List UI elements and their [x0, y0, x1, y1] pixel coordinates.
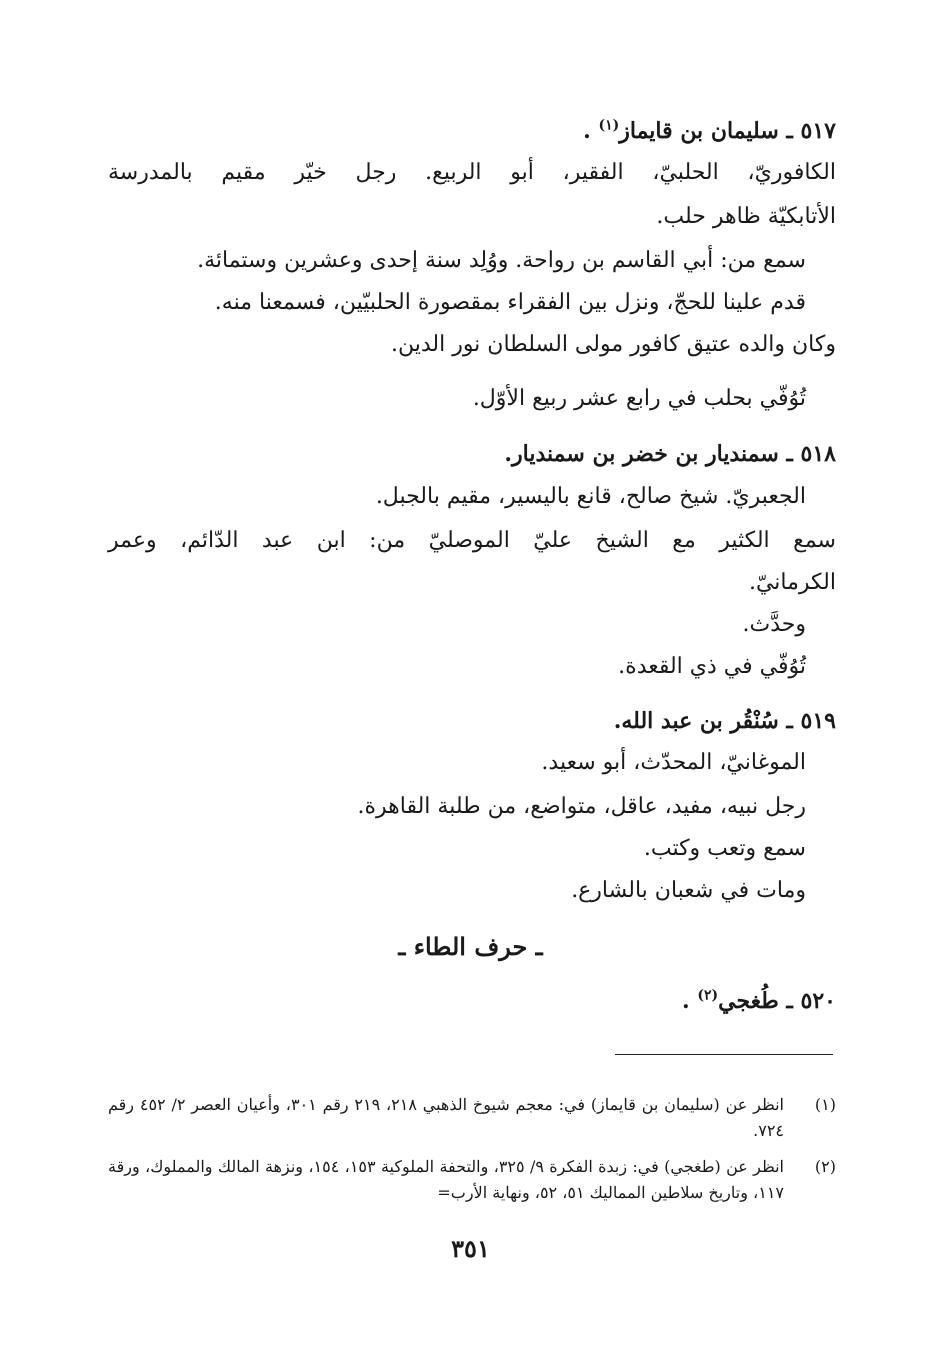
footnote-separator — [615, 1054, 833, 1055]
footnote-1-text: انظر عن (سليمان بن قايماز) في: معجم شيوخ الذهبي ٢١٨، ٢١٩ رقم ٣٠١، وأعيان العصر ٢/ ٤٥٢ رقم ٧٢٤. — [108, 1095, 785, 1140]
footnote-2 — [108, 1154, 836, 1206]
entry-519-heading: ٥١٩ ـ سُنْقُر بن عبد الله. — [613, 708, 836, 734]
entry-517-heading: ٥١٧ ـ سليمان بن قايماز$^{(١)}$ . — [583, 117, 836, 144]
entry-519-line-2: رجل نبيه، مفيد، عاقل، متواضع، من طلبة القاهرة. — [357, 794, 806, 819]
footnote-1-number: (١) — [814, 1095, 836, 1114]
footnote-2-text: انظر عن (طغجي) في: زبدة الفكرة ٩/ ٣٢٥، والتحفة الملوكية ١٥٣، ١٥٤، ونزهة المالك والمملوك، ورقة ١١٧، وتاريخ سلاطين المماليك ٥١، ٥٢، ونهاية الأرب= — [108, 1157, 785, 1202]
footnote-2-number: (٢) — [814, 1157, 836, 1176]
entry-517-line-3: سمع من: أبي القاسم بن رواحة. ووُلِد سنة إحدى وعشرين وستمائة. — [197, 248, 806, 273]
footnote-ref-1: (١) — [598, 117, 620, 134]
entry-518-line-5: تُوُفّي في ذي القعدة. — [618, 654, 806, 679]
entry-517-line-5: وكان والده عتيق كافور مولى السلطان نور الدين. — [390, 332, 836, 357]
footnote-1 — [108, 1092, 836, 1144]
entry-518-heading: ٥١٨ ـ سمنديار بن خضر بن سمنديار. — [504, 441, 836, 467]
entry-517-line-6: تُوُفّي بحلب في رابع عشر ربيع الأوّل. — [472, 386, 806, 411]
entry-519-line-1: الموغانيّ، المحدّث، أبو سعيد. — [541, 750, 806, 775]
entry-518-line-4: وحدَّث. — [742, 612, 806, 637]
entry-519-line-4: ومات في شعبان بالشارع. — [571, 878, 806, 903]
entry-517-line-1: الكافوريّ، الحلبيّ، الفقير، أبو الربيع. رجل خيّر مقيم بالمدرسة — [108, 160, 836, 185]
page-number: ٣٥١ — [451, 1234, 490, 1263]
entry-520-heading: ٥٢٠ ـ طُغجي$^{(٢)}$ . — [681, 987, 836, 1014]
entry-518-line-1: الجعبريّ. شيخ صالح، قانع باليسير، مقيم بالجبل. — [375, 484, 806, 509]
entry-517-line-2: الأتابكيّة ظاهر حلب. — [656, 204, 836, 229]
entry-518-line-3: الكرمانيّ. — [748, 570, 836, 595]
entry-517-line-4: قدم علينا للحجّ، ونزل بين الفقراء بمقصورة الحلبيّين، فسمعنا منه. — [214, 290, 806, 315]
entry-519-line-3: سمع وتعب وكتب. — [643, 836, 806, 861]
footnote-ref-2: (٢) — [697, 987, 719, 1004]
entry-518-line-2: سمع الكثير مع الشيخ عليّ الموصليّ من: ابن عبد الدّائم، وعمر — [108, 528, 836, 553]
section-title: ـ حرف الطاء ـ — [398, 932, 543, 961]
